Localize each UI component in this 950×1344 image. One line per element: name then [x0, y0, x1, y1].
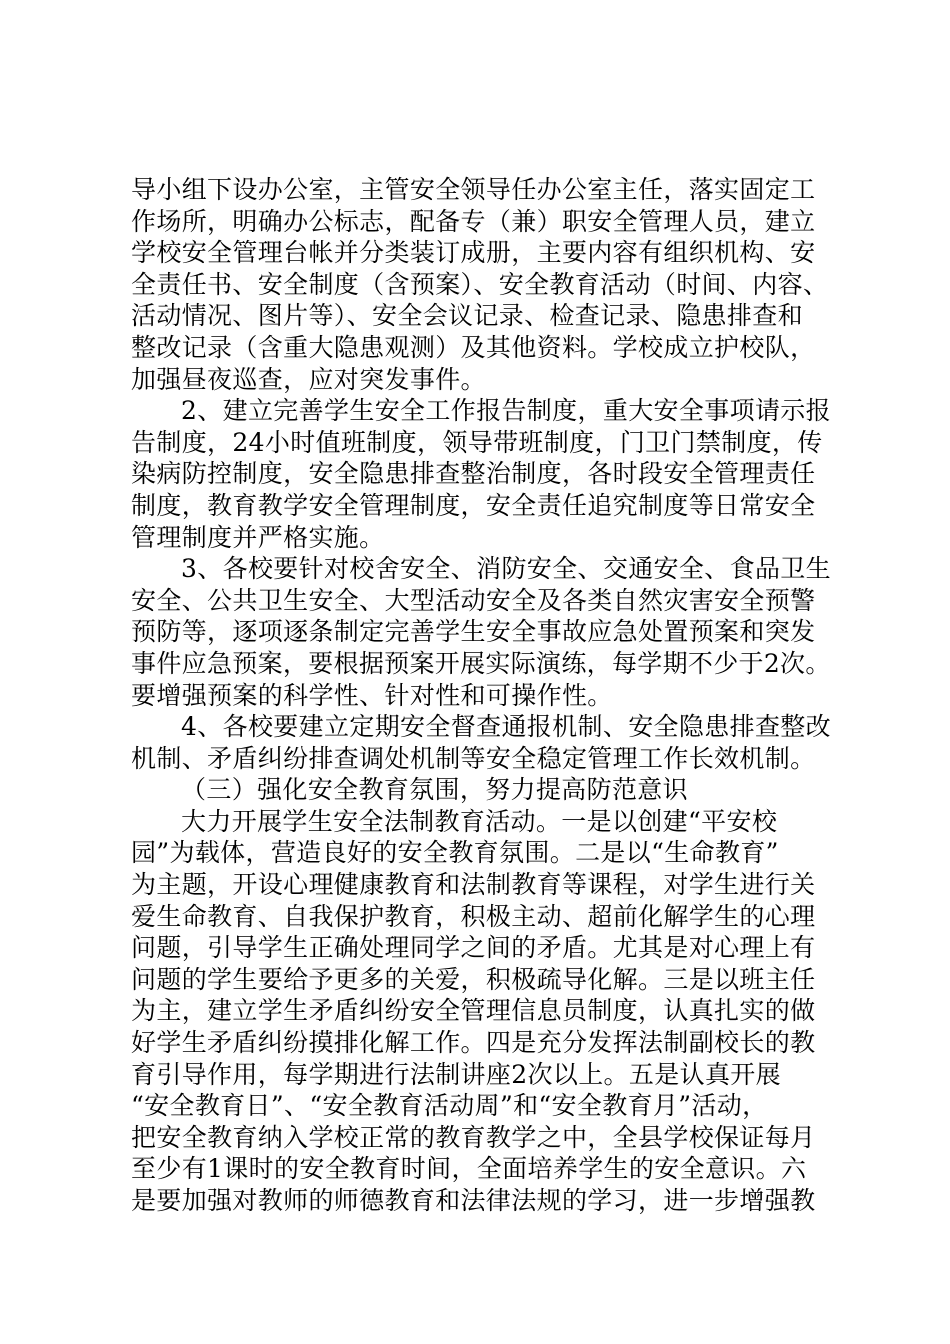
- text-line: 导小组下设办公室，主管安全领导任办公室主任，落实固定工: [131, 175, 816, 204]
- text-line: 活动情况、图片等）、安全会议记录、检查记录、隐患排查和: [131, 301, 803, 331]
- text-line: 3、各校要针对校舍安全、消防安全、交通安全、食品卫生: [181, 554, 832, 584]
- text-line: 事件应急预案，要根据预案开展实际演练，每学期不少于2次。: [131, 648, 831, 678]
- text-line: “安全教育日”、“安全教育活动周”和“安全教育月”活动，: [131, 1091, 768, 1121]
- text-line: 安全、公共卫生安全、大型活动安全及各类自然灾害安全预警: [131, 585, 816, 615]
- text-line: 是要加强对教师的师德教育和法律法规的学习，进一步增强教: [131, 1186, 816, 1215]
- text-line: 作场所，明确办公标志，配备专（兼）职安全管理人员，建立: [131, 206, 816, 236]
- text-line: 染病防控制度，安全隐患排查整治制度，各时段安全管理责任: [131, 459, 816, 489]
- text-line: 问题的学生要给予更多的关爱，积极疏导化解。三是以班主任: [131, 964, 816, 994]
- text-line: 至少有1课时的安全教育时间，全面培养学生的安全意识。六: [131, 1154, 807, 1184]
- text-line: 加强昼夜巡查，应对突发事件。: [131, 364, 486, 394]
- text-line: （三）强化安全教育氛围，努力提高防范意识: [181, 775, 689, 805]
- text-line: 全责任书、安全制度（含预案）、安全教育活动（时间、内容、: [131, 269, 829, 299]
- text-line: 2、建立完善学生安全工作报告制度，重大安全事项请示报: [181, 396, 832, 426]
- text-line: 为主，建立学生矛盾纠纷安全管理信息员制度，认真扎实的做: [131, 996, 816, 1026]
- text-line: 问题，引导学生正确处理同学之间的矛盾。尤其是对心理上有: [131, 933, 816, 963]
- body-text: [131, 174, 831, 1217]
- text-line: 要增强预案的科学性、针对性和可操作性。: [131, 680, 613, 710]
- text-line: 告制度，24小时值班制度，领导带班制度，门卫门禁制度，传: [131, 427, 823, 457]
- text-line: 预防等，逐项逐条制定完善学生安全事故应急处置预案和突发: [131, 617, 816, 647]
- text-line: 为主题，开设心理健康教育和法制教育等课程，对学生进行关: [131, 870, 816, 900]
- text-line: 机制、矛盾纠纷排查调处机制等安全稳定管理工作长效机制。: [131, 743, 816, 773]
- text-line: 好学生矛盾纠纷摸排化解工作。四是充分发挥法制副校长的教: [131, 1028, 816, 1058]
- text-line: 育引导作用，每学期进行法制讲座2次以上。五是认真开展: [131, 1059, 782, 1089]
- text-line: 大力开展学生安全法制教育活动。一是以创建“平安校: [181, 806, 778, 836]
- text-line: 爱生命教育、自我保护教育，积极主动、超前化解学生的心理: [131, 901, 816, 931]
- text-line: 4、各校要建立定期安全督查通报机制、安全隐患排查整改: [181, 712, 832, 742]
- text-line: 管理制度并严格实施。: [131, 522, 385, 552]
- text-line: 园”为载体，营造良好的安全教育氛围。二是以“生命教育”: [131, 838, 779, 868]
- text-line: 整改记录（含重大隐患观测）及其他资料。学校成立护校队，: [131, 332, 816, 362]
- text-line: 学校安全管理台帐并分类装订成册，主要内容有组织机构、安: [131, 238, 816, 268]
- text-line: 制度，教育教学安全管理制度，安全责任追究制度等日常安全: [131, 490, 816, 520]
- text-line: 把安全教育纳入学校正常的教育教学之中，全县学校保证每月: [131, 1122, 816, 1152]
